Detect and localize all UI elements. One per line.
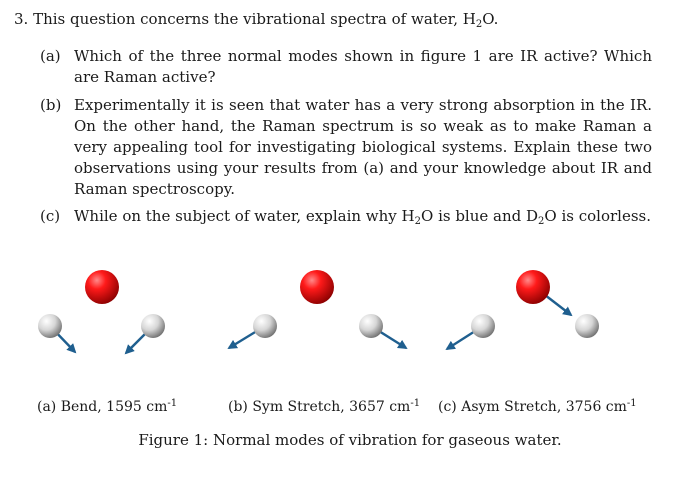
hydrogen-atom-icon [141,314,165,338]
hydrogen-atom-icon [359,314,383,338]
mode-bend-molecule [38,270,165,353]
hydrogen-atom-icon [575,314,599,338]
arrow-icon [545,295,571,315]
oxygen-atom-icon [300,270,334,304]
part-a-text: Which of the three normal modes shown in figure 1 are IR active? Which are Raman active? [74,47,652,86]
part-c [40,206,652,227]
hydrogen-atom-icon [38,314,62,338]
mode-sym-stretch-caption: (b) Sym Stretch, 3657 $cm^{-1}$ [228,398,421,415]
mode-sym-stretch-molecule [229,270,406,348]
question-number: 3. [14,10,29,28]
mode-asym-stretch-molecule [447,270,599,349]
mode-asym-stretch-caption: (c) Asym Stretch, 3756 $cm^{-1}$ [438,398,637,415]
normal-modes-figure [0,240,700,390]
oxygen-atom-icon [85,270,119,304]
hydrogen-atom-icon [471,314,495,338]
question-text: This question concerns the vibrational spectra of water, $H_2O$. [33,10,499,30]
part-b-text: Experimentally it is seen that water has a very strong absorption in the IR. On the other hand, the Raman spectrum is so weak as to make Raman a very appealing tool for investigating biological systems. Explain these two observations using your results from (a) and your knowledge about IR and Raman spectroscopy. [74,96,652,198]
part-a-label: (a) [40,47,61,65]
part-a [40,46,652,88]
part-b [40,95,652,200]
hydrogen-atom-icon [253,314,277,338]
oxygen-atom-icon [516,270,550,304]
question-heading [14,8,684,30]
part-c-text: While on the subject of water, explain why $H_2O$ is blue and $D_2O$ is colorless. [74,207,652,227]
mode-bend-caption: (a) Bend, 1595 $cm^{-1}$ [37,398,178,415]
part-b-label: (b) [40,96,62,114]
part-c-label: (c) [40,207,61,225]
figure-caption: Figure 1: Normal modes of vibration for gaseous water. [138,431,562,449]
